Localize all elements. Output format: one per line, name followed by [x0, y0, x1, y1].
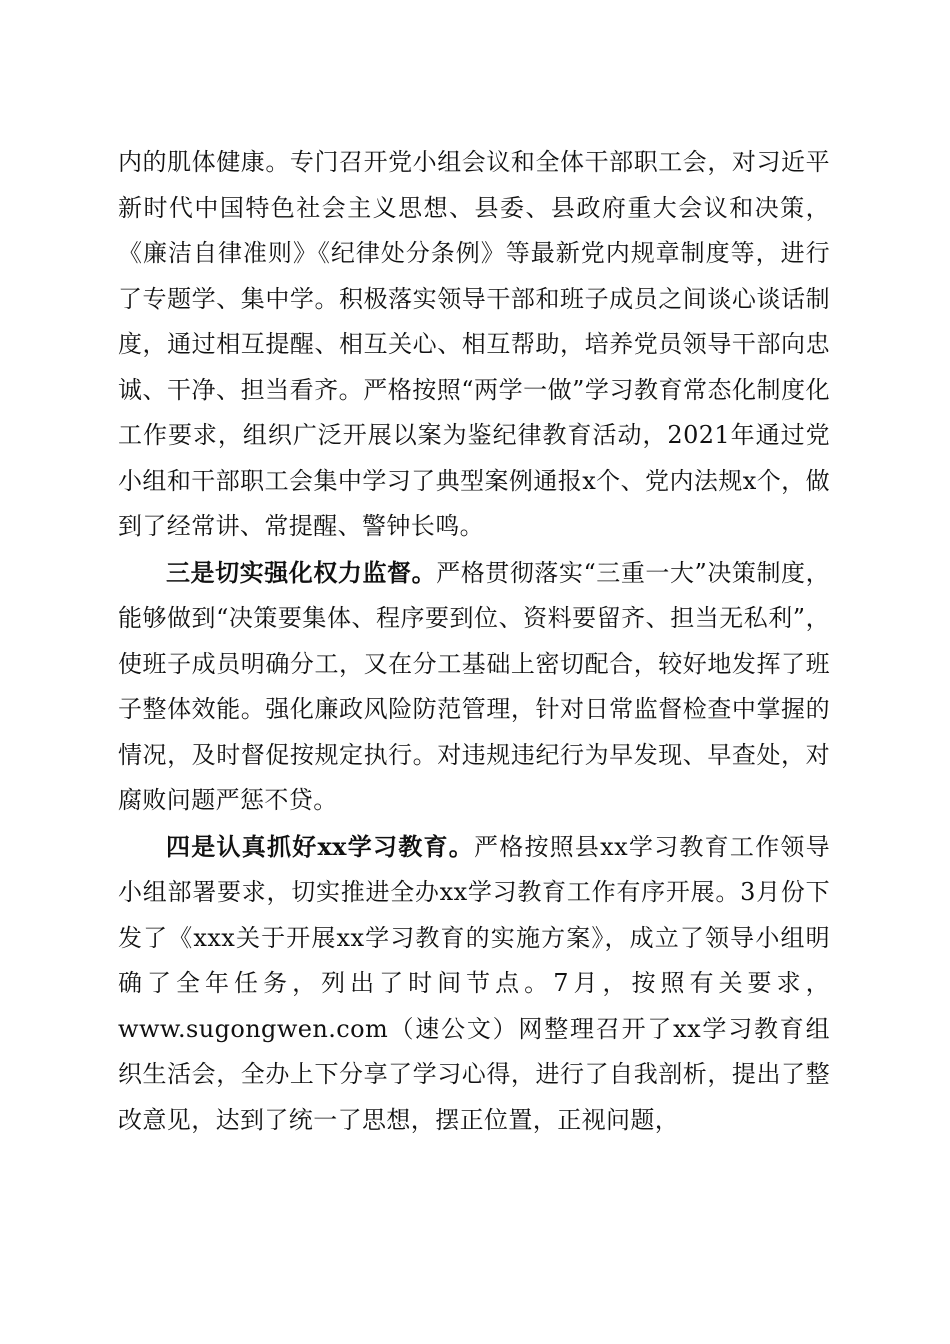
paragraph-heading: 四是认真抓好xx学习教育。: [166, 831, 474, 861]
paragraph-heading: 三是切实强化权力监督。: [166, 557, 437, 587]
paragraph-text: 严格按照县xx学习教育工作领导小组部署要求，切实推进全办xx学习教育工作有序开展。3月份下发了《xxx关于开展xx学习教育的实施方案》，成立了领导小组明确了全年任务，列出了时间节点。7月，按照有关要求，www.sugongwen.com（速公文）网整理召开了xx学习教育组织生活会，全办上下分享了学习心得，进行了自我剖析，提出了整改意见，达到了统一了思想，摆正位置，正视问题，: [118, 832, 830, 1134]
paragraph-text: 严格贯彻落实“三重一大”决策制度，能够做到“决策要集体、程序要到位、资料要留齐、担当无私利”，使班子成员明确分工，又在分工基础上密切配合，较好地发挥了班子整体效能。强化廉政风险防范管理，针对日常监督检查中掌握的情况，及时督促按规定执行。对违规违纪行为早发现、早查处，对腐败问题严惩不贷。: [118, 558, 830, 814]
paragraph-text: 内的肌体健康。专门召开党小组会议和全体干部职工会，对习近平新时代中国特色社会主义思想、县委、县政府重大会议和决策，《廉洁自律准则》《纪律处分条例》等最新党内规章制度等，进行了专题学、集中学。积极落实领导干部和班子成员之间谈心谈话制度，通过相互提醒、相互关心、相互帮助，培养党员领导干部向忠诚、干净、担当看齐。严格按照“两学一做”学习教育常态化制度化工作要求，组织广泛开展以案为鉴纪律教育活动，2021年通过党小组和干部职工会集中学习了典型案例通报x个、党内法规x个，做到了经常讲、常提醒、警钟长鸣。: [118, 148, 830, 540]
paragraph-power-supervision: [118, 550, 830, 824]
document-body: [118, 140, 830, 1143]
paragraph-study-education: [118, 824, 830, 1144]
paragraph-continuation: [118, 140, 830, 550]
